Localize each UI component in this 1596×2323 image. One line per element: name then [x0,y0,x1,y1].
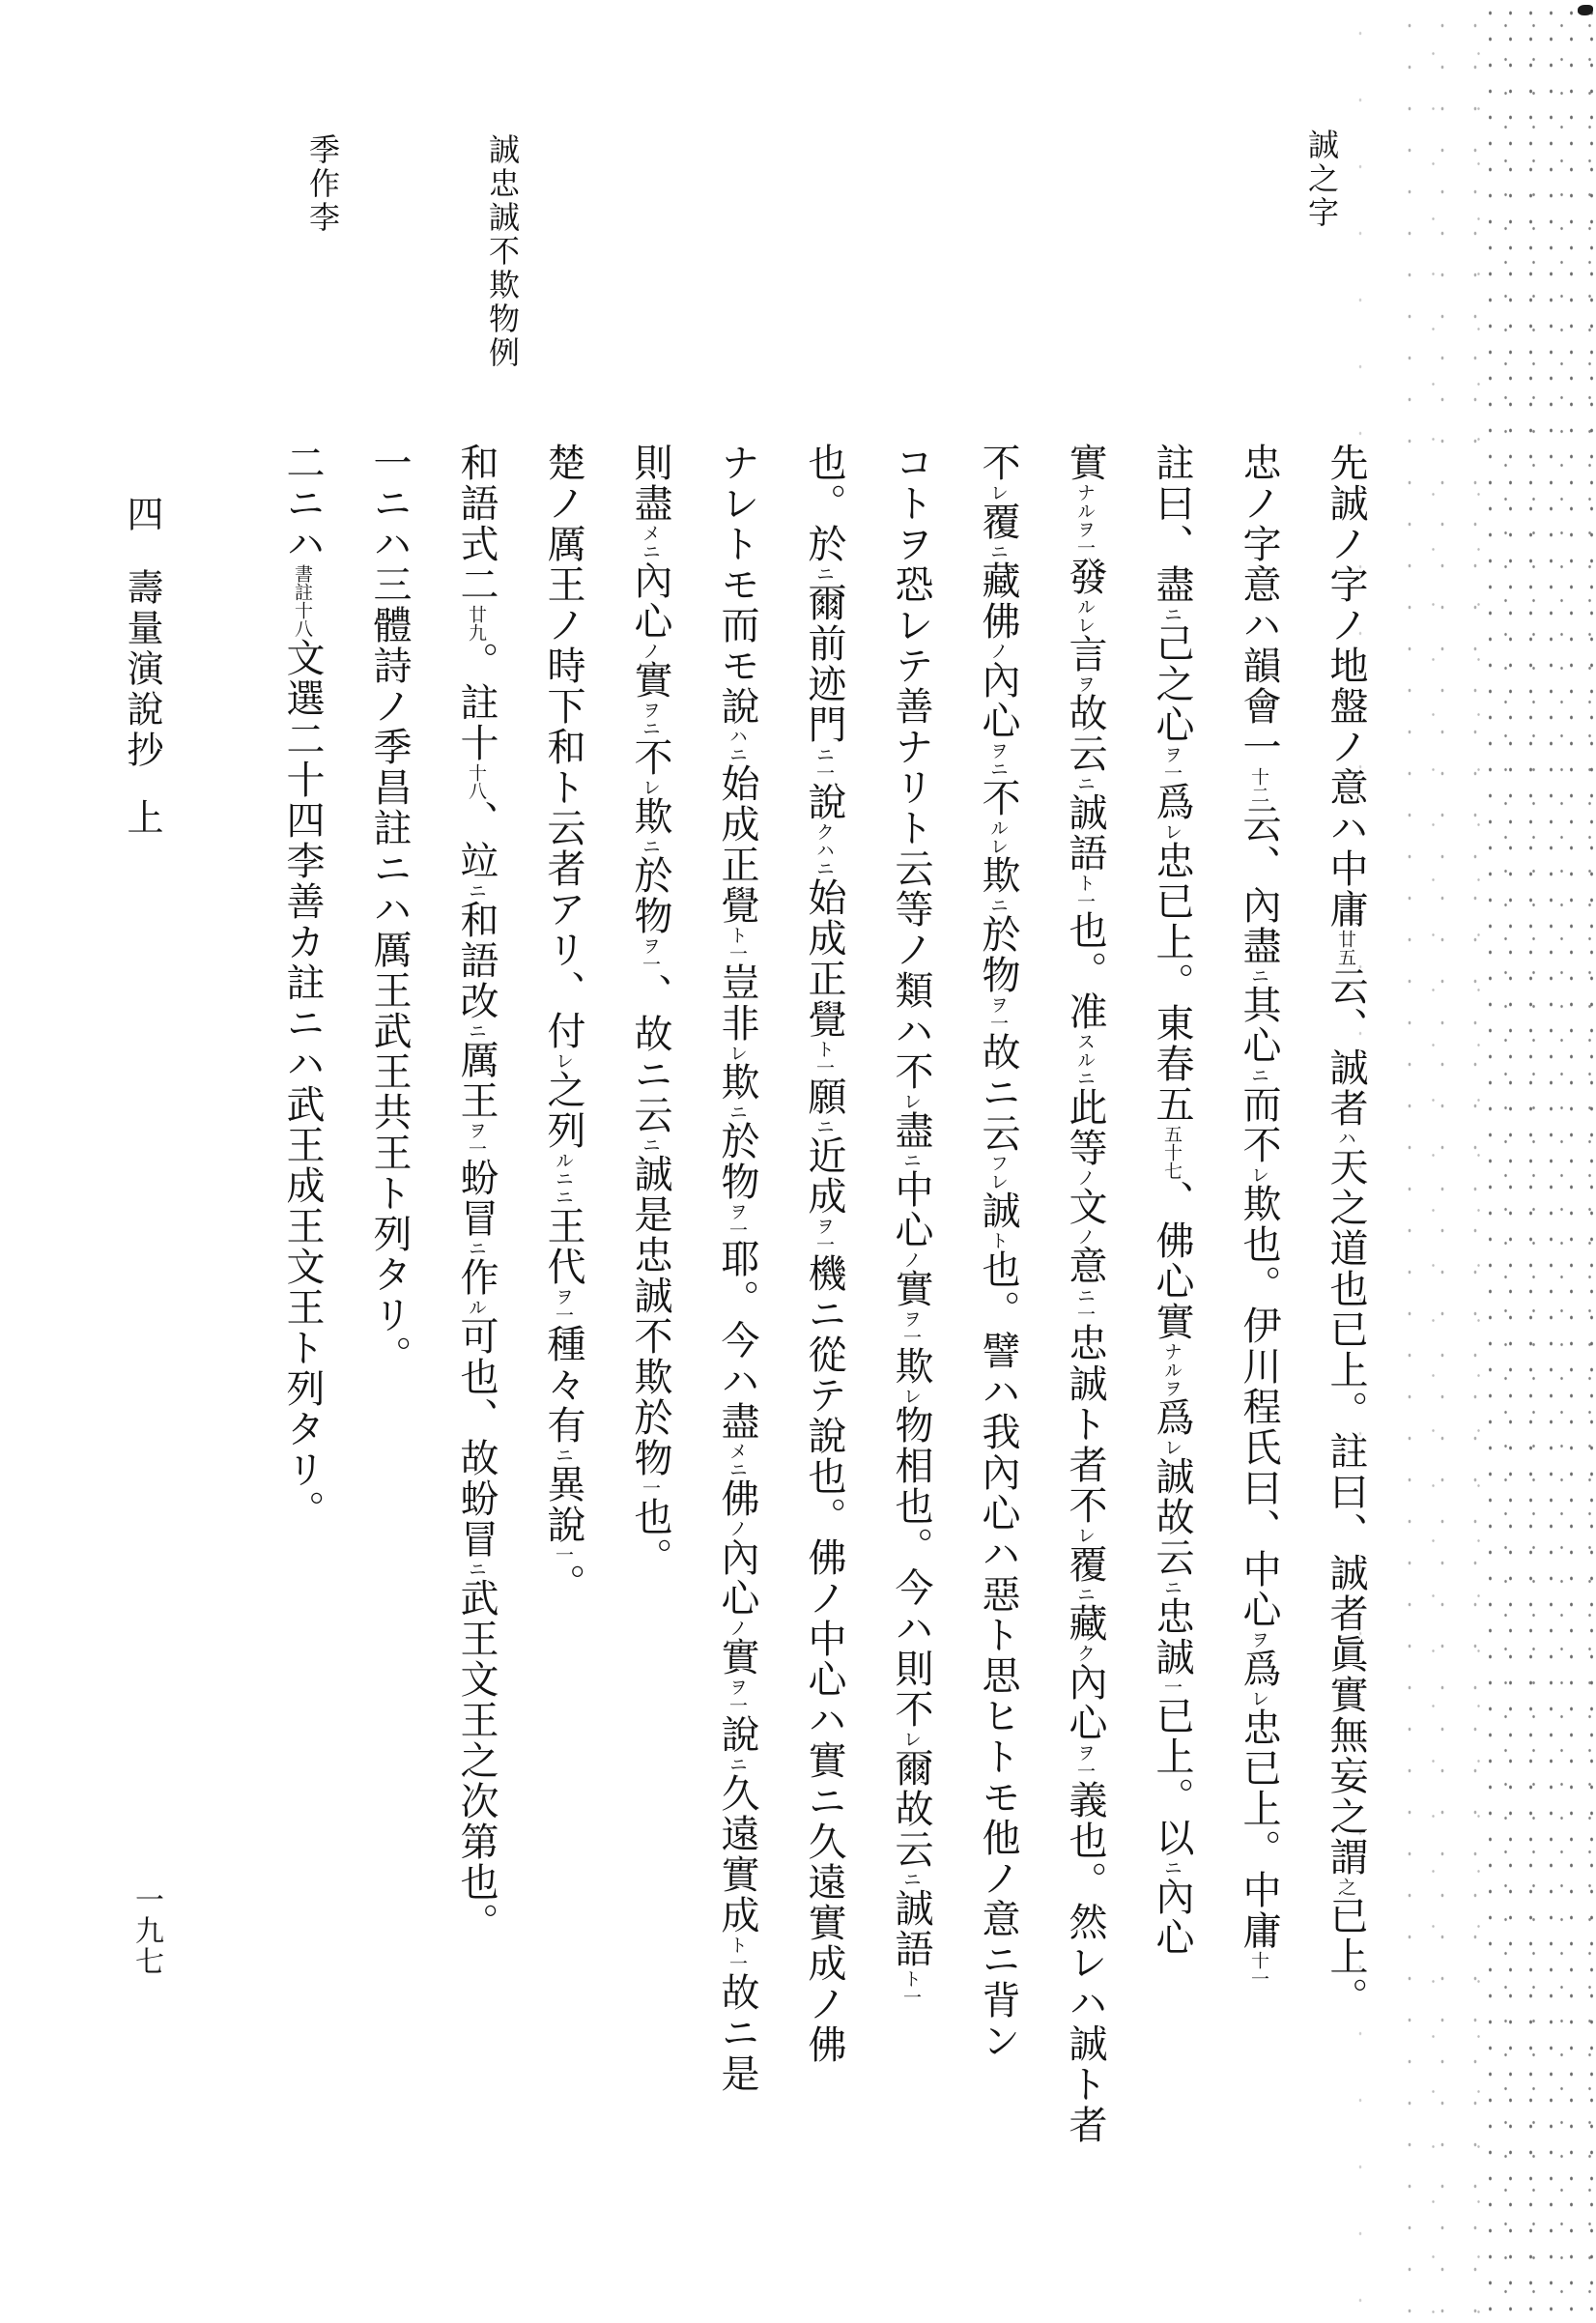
kunten-annotation: レ [1248,1689,1269,1707]
main-text-run: コトヲ恐レテ善ナリト云等ノ類ハ不 [889,443,933,1092]
kunten-annotation: ニ [1161,1858,1183,1877]
main-text-run: 欺也。伊川程氏曰、中心 [1237,1184,1281,1630]
main-text-run: 機ニ從テ說也。佛ノ中心ハ實ニ久遠實成ノ佛 [802,1253,846,2065]
main-text-run: 誠故云 [1150,1456,1194,1578]
kunten-annotation: ハ [1335,1129,1356,1147]
main-text-run: 云、內盡 [1237,804,1281,966]
kunten-annotation: ニ [466,1021,487,1040]
main-text-run: 異說 [541,1464,585,1545]
kunten-annotation: ヲ一 [1161,745,1183,782]
kunten-annotation: ノ [987,642,1009,660]
main-text-run: 不 [628,737,672,778]
kanbun-column-5 [976,443,1020,2269]
kunten-annotation: ルレ [1074,597,1096,634]
kunten-annotation: ル [466,1298,487,1316]
main-text-run: 楚ノ厲王ノ時下和ト云者アリ、付 [541,443,585,1051]
kunten-annotation: ト [987,1231,1009,1249]
kanbun-column-7 [802,443,846,2269]
main-text-run: 實 [1063,443,1107,483]
main-text-run: 。註十 [454,642,499,763]
kanbun-column-6 [889,443,933,2269]
kunten-annotation: ニ一 [1074,1286,1096,1323]
kunten-annotation: ニ [1248,966,1269,985]
kunten-annotation: ニ [1074,1585,1096,1603]
main-text-run: 也。准 [1063,910,1107,1032]
main-text-run: 覆 [976,502,1020,542]
kunten-annotation: ニ [1161,605,1183,623]
main-text-run: ナレトモ而モ說 [715,443,759,727]
main-text-run: 一ニハ三體詩ノ季昌註ニハ厲王武王共王ト列タリ。 [367,443,412,1376]
main-text-run: 云、誠者 [1324,966,1368,1129]
main-text-run: 始成正覺 [715,763,759,926]
kunten-annotation: ヲ [1248,1630,1269,1649]
kunten-annotation: ト一 [1074,874,1096,910]
kunten-annotation: レ [553,1051,574,1070]
main-text-run: 故ニ是 [715,1972,759,2094]
main-text-run: 先誠ノ字ノ地盤ノ意ハ中庸 [1324,443,1368,930]
main-text-run: 、佛心實 [1150,1180,1194,1342]
kunten-annotation: 一 [640,1478,661,1497]
kunten-annotation: ト一 [727,1936,748,1972]
main-text-run: 於物 [976,914,1020,995]
main-text-run: 欺 [715,1062,759,1103]
kunten-annotation: 廿九 [466,605,487,642]
kunten-annotation: ニ [900,1151,922,1169]
section-heading-makoto-chusei: 誠忠誠不欺物例 [484,133,521,370]
kunten-annotation: ヲ [1074,674,1096,693]
main-text-run: 忠已上。中庸 [1237,1707,1281,1951]
main-text-run: 佛 [715,1478,759,1519]
main-text-run: 爲 [1150,782,1194,822]
kunten-annotation: ヲ一 [640,936,661,973]
main-text-run: 誠語 [1063,792,1107,874]
kunten-annotation: ナルヲ [1161,1342,1183,1397]
main-text-run: 內心 [976,660,1020,741]
main-text-run: 作 [454,1257,499,1298]
kanbun-column-3 [1150,443,1194,2269]
kunten-annotation: ヲニ [640,701,661,737]
kunten-annotation: ニ [813,564,835,583]
main-text-run: 之列 [541,1070,585,1151]
main-text-run: 藏 [1063,1603,1107,1644]
main-text-run: 願 [802,1076,846,1117]
kunten-annotation: 五十七 [1161,1125,1183,1180]
main-text-run: 已上。 [1324,1896,1368,2018]
section-heading-makoto-no-ji: 誠之字 [1303,129,1340,230]
main-text-run: 實 [628,660,672,701]
main-text-run: 可也、故蚡冒 [454,1316,499,1560]
kunten-annotation: 十八 [466,763,487,800]
main-text-run: 爲 [1150,1397,1194,1438]
main-text-run: 藏佛 [976,560,1020,642]
kunten-annotation: レ [1161,822,1183,841]
volume-title [121,495,163,839]
main-text-run: 誠 [976,1190,1020,1231]
kunten-annotation: ノ [1074,1227,1096,1246]
main-text-run: 、竝 [454,800,499,881]
main-text-run: 種々有 [541,1324,585,1446]
main-text-run: 故云 [1063,693,1107,774]
volume-part: 上 [121,798,163,839]
kunten-annotation: ニ [640,837,661,855]
kunten-annotation: ヲ一 [813,1217,835,1253]
main-text-run: 文 [1063,1187,1107,1227]
kunten-annotation: ニ [1248,1066,1269,1084]
kunten-annotation: メニ [640,524,661,560]
main-text-run: 發 [1063,557,1107,597]
main-text-run: 內心 [628,560,672,642]
main-text-run: 不 [976,443,1020,483]
kanbun-column-10 [541,443,585,2269]
kunten-annotation: ノ [727,1519,748,1537]
kunten-annotation: ニ [987,896,1009,914]
kunten-annotation: ヲ一 [466,1121,487,1158]
kunten-annotation: ルレ [987,818,1009,855]
main-text-run: 厲王 [454,1040,499,1121]
kunten-annotation: クハニ [813,822,835,877]
main-text-run: 誠是忠誠不欺於物 [628,1154,672,1478]
main-text-run: 而不 [1237,1084,1281,1165]
kunten-annotation: レ [900,1387,922,1405]
main-text-run: 覆 [1063,1544,1107,1585]
kunten-annotation: ノ [640,642,661,660]
main-text-run: 久遠實成 [715,1773,759,1936]
kunten-annotation: レ [1161,1438,1183,1456]
kunten-annotation: ニ [813,1117,835,1135]
kanbun-main-text [244,443,1368,2269]
main-text-run: 欺 [976,855,1020,896]
main-text-run: 王代 [541,1206,585,1287]
main-text-run: 也。 [628,1497,672,1578]
main-text-run: 不 [976,778,1020,818]
kanbun-column-8 [715,443,759,2269]
kunten-annotation: ヲ一 [1074,1743,1096,1780]
kunten-annotation: ニ [727,1755,748,1773]
kunten-annotation: 一 [553,1545,574,1563]
kunten-annotation: 廿五 [1335,930,1356,966]
main-text-run: 內心 [715,1537,759,1619]
main-text-run: 故ニ云 [976,1032,1020,1154]
main-text-run: 實 [715,1637,759,1678]
main-text-run: 。 [541,1563,585,1604]
kunten-annotation: ニ [466,881,487,900]
kunten-annotation: ク [1074,1644,1096,1662]
kunten-annotation: ニ [1074,774,1096,792]
main-text-run: 忠ノ字意ハ韻會一 [1237,443,1281,767]
main-text-run: 豈非 [715,962,759,1044]
kunten-annotation: レ [727,1044,748,1062]
kunten-annotation: 十一 [1248,1951,1269,1988]
main-text-run: 始成正覺 [802,877,846,1040]
main-text-run: 己之心 [1150,623,1194,745]
main-text-run: 欺 [889,1346,933,1387]
kunten-annotation: ヲ一 [727,1202,748,1239]
kunten-annotation: ヲニ [987,741,1009,778]
kunten-annotation: ハニ [727,727,748,763]
kunten-annotation: レ [640,778,661,796]
kunten-annotation: フレ [987,1154,1009,1190]
kanbun-column-9 [628,443,672,2269]
main-text-run: 意 [1063,1246,1107,1286]
kunten-annotation: ニ [987,542,1009,560]
volume-number: 四 [121,495,163,535]
kunten-annotation: ノ [727,1619,748,1637]
main-text-run: 於物 [628,855,672,936]
main-text-run: 天之道也已上。註曰、誠者眞實無妄之謂 [1324,1147,1368,1878]
main-text-run: 欺 [628,796,672,837]
kanbun-column-11 [454,443,499,2269]
kunten-annotation: スルニ [1074,1032,1096,1087]
main-text-run: 文選二十四李善カ註ニハ武王成王文王ト列タリ。 [280,638,325,1531]
main-text-run: 爾故云 [889,1748,933,1870]
main-text-run: 中心 [889,1169,933,1250]
main-text-run: 近成 [802,1135,846,1217]
kunten-annotation: 十二 [1248,767,1269,804]
main-text-run: 蚡冒 [454,1158,499,1239]
scan-corner-smudge [1578,5,1593,15]
kanbun-column-13 [280,443,325,2269]
kunten-annotation: ニ [466,1560,487,1578]
main-text-run: 註曰、盡 [1150,443,1194,605]
kunten-annotation: ヲ一 [900,1309,922,1346]
kunten-annotation: ニ [1161,1578,1183,1596]
main-text-run: 此等 [1063,1087,1107,1168]
main-text-run: 已上。以 [1150,1696,1194,1858]
main-text-run: 二ニハ [280,443,325,564]
main-text-run: 內心 [1063,1662,1107,1743]
kunten-annotation: ノ [900,1250,922,1269]
kunten-annotation: レ [987,483,1009,502]
main-text-run: 和語式二 [454,443,499,605]
main-text-run: 也。譬ハ我內心ハ惡ト思ヒトモ他ノ意ニ背ン [976,1249,1020,2061]
kunten-annotation: ニ [727,1103,748,1121]
main-text-run: 爲 [1237,1649,1281,1689]
main-text-run: 說 [802,782,846,822]
kanbun-column-12 [367,443,412,2269]
main-text-run: 忠已上。東春五 [1150,841,1194,1125]
kunten-annotation: レ [900,1092,922,1110]
kunten-annotation: ト一 [900,1969,922,2006]
kanbun-column-4 [1063,443,1107,2269]
main-text-run: 其心 [1237,985,1281,1066]
kunten-annotation: 一 [1161,1678,1183,1696]
main-text-run: 爾前迹門 [802,583,846,745]
main-text-run: 物相也。今ハ則不 [889,1405,933,1730]
kunten-annotation: ヲ一 [553,1287,574,1324]
main-text-run: 內心 [1150,1877,1194,1958]
main-text-run: 耶。今ハ盡 [715,1239,759,1442]
kunten-annotation: ニ [900,1870,922,1888]
main-text-run: 則盡 [628,443,672,524]
kanbun-column-2 [1237,443,1281,2269]
halftone-noise-inner [1390,0,1482,2323]
kunten-annotation: レ [1248,1165,1269,1184]
kanbun-column-1 [1324,443,1368,2269]
main-text-run: 也。於 [802,443,846,564]
main-text-run: 於物 [715,1121,759,1202]
main-text-run: 和語改 [454,900,499,1021]
kunten-annotation: レ [1074,1526,1096,1544]
kunten-annotation: ルニニ [553,1151,574,1206]
kunten-annotation: ト一 [727,926,748,962]
main-text-run: 實 [889,1269,933,1309]
kunten-annotation: ヲ一 [987,995,1009,1032]
main-text-run: 盡 [889,1110,933,1151]
kunten-annotation: ニ [640,1135,661,1154]
kunten-annotation: ニ [466,1239,487,1257]
main-text-run: 、故ニ云 [628,973,672,1135]
kunten-annotation: メニ [727,1442,748,1478]
kunten-annotation: 書註十八 [292,564,313,638]
halftone-noise-outer [1480,0,1596,2323]
kunten-annotation: 之 [1335,1878,1356,1896]
kunten-annotation: ト一 [813,1040,835,1076]
kunten-annotation: ニ [553,1446,574,1464]
kunten-annotation: ナルヲ一 [1074,483,1096,557]
main-text-run: 誠語 [889,1888,933,1969]
book-title: 壽量演說抄 [121,568,163,771]
main-text-run: 說 [715,1714,759,1755]
kunten-annotation: ヲ一 [727,1678,748,1714]
main-text-run: 忠誠 [1150,1596,1194,1678]
main-text-run: 武王文王之次第也。 [454,1578,499,1943]
kunten-annotation: ノ [1074,1168,1096,1187]
section-heading-ki-saku-ri: 季作李 [304,133,341,235]
kunten-annotation: レ [900,1730,922,1748]
main-text-run: 義也。然レハ誠ト者 [1063,1780,1107,2145]
main-text-run: 忠誠ト者不 [1063,1323,1107,1526]
main-text-run: 言 [1063,634,1107,674]
page-number: 一九七 [129,1884,163,1977]
kunten-annotation: ニ一 [813,745,835,782]
